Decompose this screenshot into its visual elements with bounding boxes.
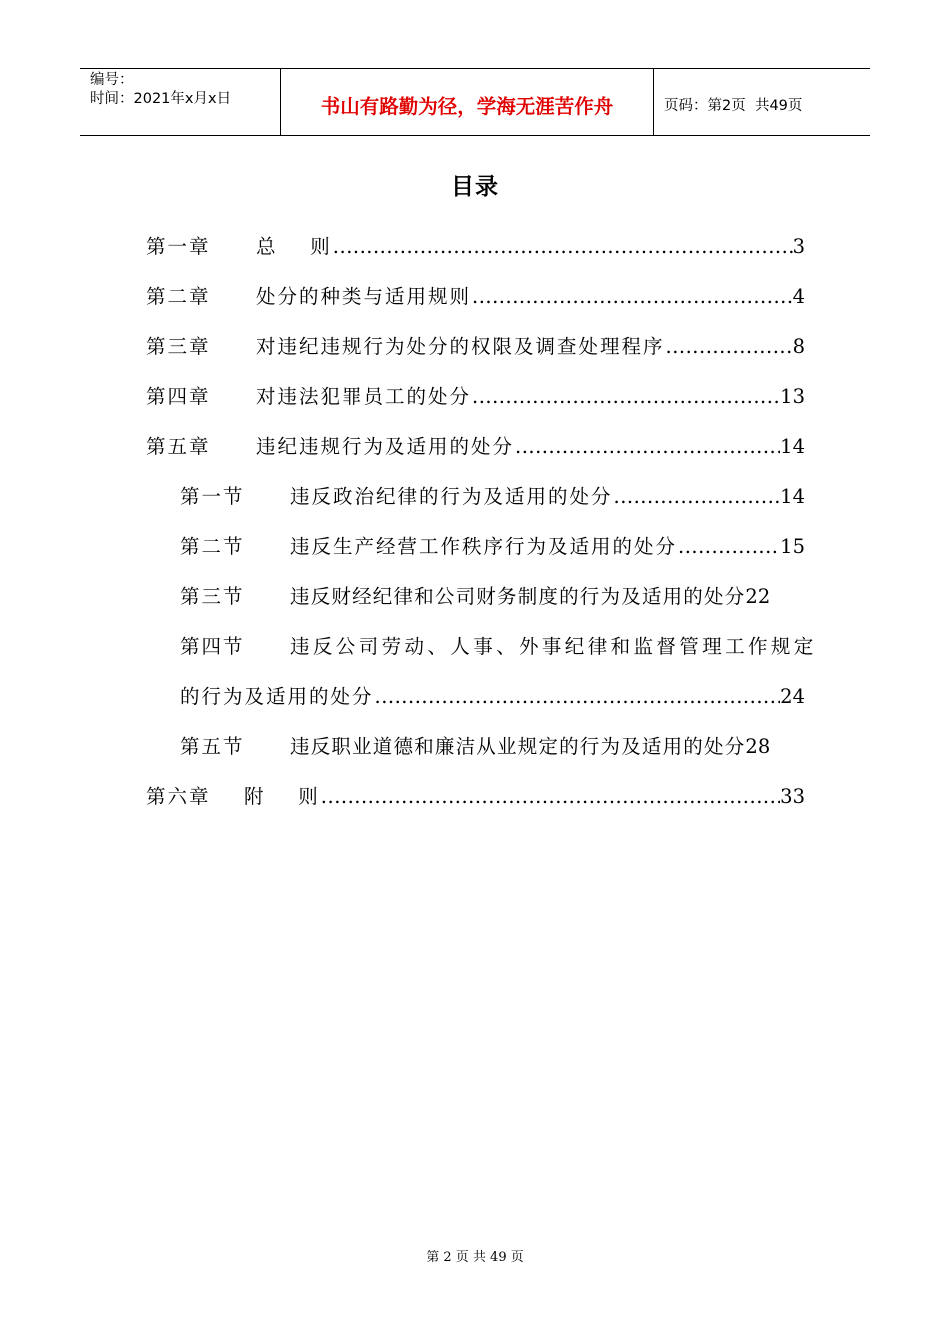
- toc-leader-dots: [515, 432, 780, 462]
- toc-entry-page: 13: [780, 385, 805, 408]
- toc-entry-page: 3: [792, 235, 805, 258]
- page-footer: 第 2 页 共 49 页: [426, 1250, 524, 1265]
- toc-entry-section-5[interactable]: [180, 732, 805, 762]
- toc-entry-number: 第二节: [180, 535, 245, 558]
- document-header: [80, 68, 870, 136]
- toc-entry-page: 24: [780, 685, 805, 708]
- toc-entry-text: 违反生产经营工作秩序行为及适用的处分: [290, 535, 678, 558]
- toc-entry-page: 14: [780, 485, 805, 508]
- toc-entry-page: 28: [745, 735, 771, 758]
- toc-entry-section-4[interactable]: [180, 632, 817, 662]
- toc-entry-text: 对违纪违规行为处分的权限及调查处理程序: [256, 335, 665, 358]
- toc-entry-chapter-6[interactable]: [146, 782, 805, 812]
- toc-leader-dots: [375, 682, 781, 712]
- toc-leader-dots: [472, 282, 793, 312]
- toc-entry-page: 4: [792, 285, 805, 308]
- toc-entry-text: 处分的种类与适用规则: [256, 285, 472, 308]
- toc-entry-chapter-5[interactable]: [146, 432, 805, 462]
- toc-entry-page: 15: [780, 535, 805, 558]
- toc-entry-text: 违反公司劳动、人事、外事纪律和监督管理工作规定: [290, 635, 817, 658]
- toc-entry-chapter-1[interactable]: [146, 232, 805, 262]
- toc-entry-chapter-3[interactable]: [146, 332, 805, 362]
- toc-leader-dots: [321, 782, 780, 812]
- toc-entry-text: 违反政治纪律的行为及适用的处分: [290, 485, 613, 508]
- toc-entry-text: 对违法犯罪员工的处分: [256, 385, 472, 408]
- toc-entry-section-2[interactable]: [180, 532, 805, 562]
- toc-leader-dots: [666, 332, 793, 362]
- header-meta-cell: [80, 69, 281, 135]
- toc-entry-number: 第一章: [146, 235, 211, 258]
- toc-title: 目录: [451, 174, 499, 200]
- toc-entry-chapter-2[interactable]: [146, 282, 805, 312]
- toc-entry-number: 第六章: [146, 785, 211, 808]
- toc-entry-text: 违反财经纪律和公司财务制度的行为及适用的处分: [290, 585, 746, 608]
- toc-entry-section-1[interactable]: [180, 482, 805, 512]
- toc-entry-text: 违反职业道德和廉洁从业规定的行为及适用的处分: [290, 735, 746, 758]
- toc-entry-page: 14: [780, 435, 805, 458]
- header-motto: 书山有路勤为径，学海无涯苦作舟: [281, 69, 654, 135]
- toc-entry-number: 第四节: [180, 635, 245, 658]
- number-label: 编号：: [90, 72, 134, 88]
- toc-entry-number: 第五章: [146, 435, 211, 458]
- toc-entry-text: 总 则: [256, 235, 332, 258]
- toc-entry-page: 22: [745, 585, 771, 608]
- toc-entry-number: 第五节: [180, 735, 245, 758]
- toc-entry-page: 33: [780, 785, 805, 808]
- time-label: 时间：2021年x月x日: [90, 91, 232, 107]
- toc-entry-number: 第二章: [146, 285, 211, 308]
- toc-leader-dots: [678, 532, 780, 562]
- toc-leader-dots: [472, 382, 780, 412]
- toc-entry-text-continued: 的行为及适用的处分: [180, 685, 374, 708]
- toc-entry-text: 附 则: [244, 785, 320, 808]
- toc-entry-number: 第三节: [180, 585, 245, 608]
- toc-leader-dots: [614, 482, 781, 512]
- toc-entry-number: 第三章: [146, 335, 211, 358]
- toc-entry-text: 违纪违规行为及适用的处分: [256, 435, 515, 458]
- toc-entry-chapter-4[interactable]: [146, 382, 805, 412]
- header-page-info: 页码：第2页 共49页: [664, 97, 803, 114]
- toc-entry-page: 8: [792, 335, 805, 358]
- toc-entry-section-4-continued[interactable]: [180, 682, 805, 712]
- toc-entry-number: 第一节: [180, 485, 245, 508]
- toc-entry-section-3[interactable]: [180, 582, 805, 612]
- toc-leader-dots: [333, 232, 793, 262]
- toc-entry-number: 第四章: [146, 385, 211, 408]
